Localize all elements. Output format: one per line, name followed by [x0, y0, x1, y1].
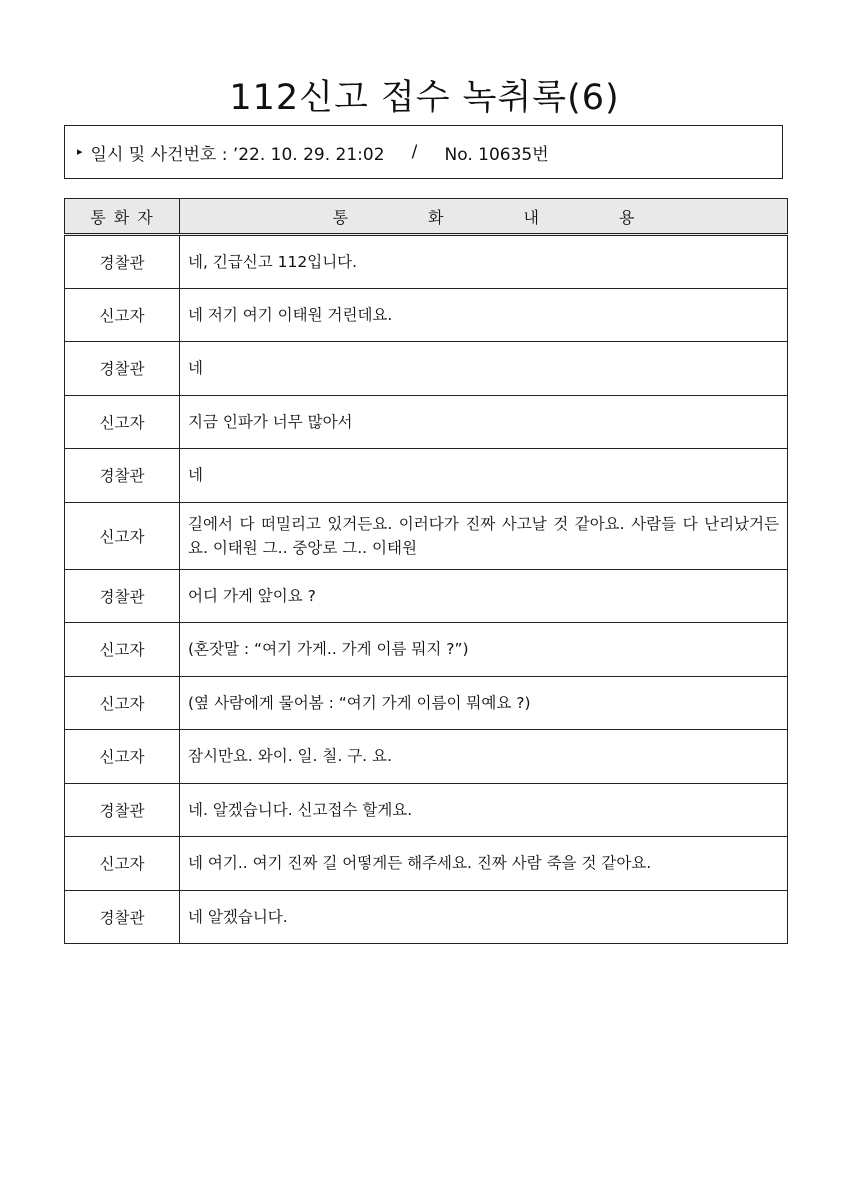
speaker-cell: 신고자	[65, 730, 180, 784]
speaker-cell: 경찰관	[65, 235, 180, 289]
content-cell: 네	[180, 449, 788, 503]
table-row	[65, 676, 788, 730]
speaker-cell: 경찰관	[65, 890, 180, 944]
table-row	[65, 783, 788, 837]
speaker-cell: 경찰관	[65, 783, 180, 837]
header-content-char: 화	[428, 207, 444, 227]
speaker-cell: 신고자	[65, 288, 180, 342]
content-cell: 네, 긴급신고 112입니다.	[180, 235, 788, 289]
content-cell: 길에서 다 떠밀리고 있거든요. 이러다가 진짜 사고날 것 같아요. 사람들 다 난리났거든요. 이태원 그.. 중앙로 그.. 이태원	[180, 502, 788, 569]
table-row	[65, 235, 788, 289]
content-cell: 지금 인파가 너무 많아서	[180, 395, 788, 449]
table-row	[65, 569, 788, 623]
table-row	[65, 342, 788, 396]
speaker-cell: 신고자	[65, 395, 180, 449]
content-cell: (옆 사람에게 물어봄 : “여기 가게 이름이 뭐예요 ?)	[180, 676, 788, 730]
speaker-cell: 경찰관	[65, 342, 180, 396]
speaker-cell: 경찰관	[65, 569, 180, 623]
speaker-cell: 신고자	[65, 676, 180, 730]
content-cell: 네. 알겠습니다. 신고접수 할게요.	[180, 783, 788, 837]
transcript-table	[64, 198, 788, 944]
header-content	[180, 199, 788, 235]
header-content-char: 내	[523, 207, 539, 227]
table-row	[65, 288, 788, 342]
content-cell: 네 저기 여기 이태원 거린데요.	[180, 288, 788, 342]
table-row	[65, 502, 788, 569]
content-cell: 네 여기.. 여기 진짜 길 어떻게든 해주세요. 진짜 사람 죽을 것 같아요.	[180, 837, 788, 891]
date-label: 일시 및 사건번호 : ’22. 10. 29. 21:02	[90, 144, 385, 165]
header-content-char: 통	[332, 207, 349, 227]
table-row	[65, 730, 788, 784]
speaker-cell: 신고자	[65, 623, 180, 677]
case-number: No. 10635번	[444, 144, 549, 165]
table-row	[65, 890, 788, 944]
document-title: 112신고 접수 녹취록(6)	[229, 78, 620, 118]
content-cell: 네 알겠습니다.	[180, 890, 788, 944]
table-row	[65, 449, 788, 503]
triangle-bullet-icon: ▸	[77, 144, 83, 158]
content-cell: 네	[180, 342, 788, 396]
header-content-char: 용	[618, 207, 635, 227]
content-cell: 어디 가게 앞이요 ?	[180, 569, 788, 623]
table-row	[65, 395, 788, 449]
speaker-cell: 경찰관	[65, 449, 180, 503]
content-cell: 잠시만요. 와이. 일. 칠. 구. 요.	[180, 730, 788, 784]
table-row	[65, 837, 788, 891]
content-cell: (혼잣말 : “여기 가게.. 가게 이름 뭐지 ?”)	[180, 623, 788, 677]
call-info-box	[64, 125, 783, 179]
speaker-cell: 신고자	[65, 837, 180, 891]
info-separator: /	[411, 142, 418, 162]
speaker-cell: 신고자	[65, 502, 180, 569]
table-row	[65, 623, 788, 677]
table-header-row	[65, 199, 788, 235]
header-speaker: 통화자	[65, 199, 180, 235]
